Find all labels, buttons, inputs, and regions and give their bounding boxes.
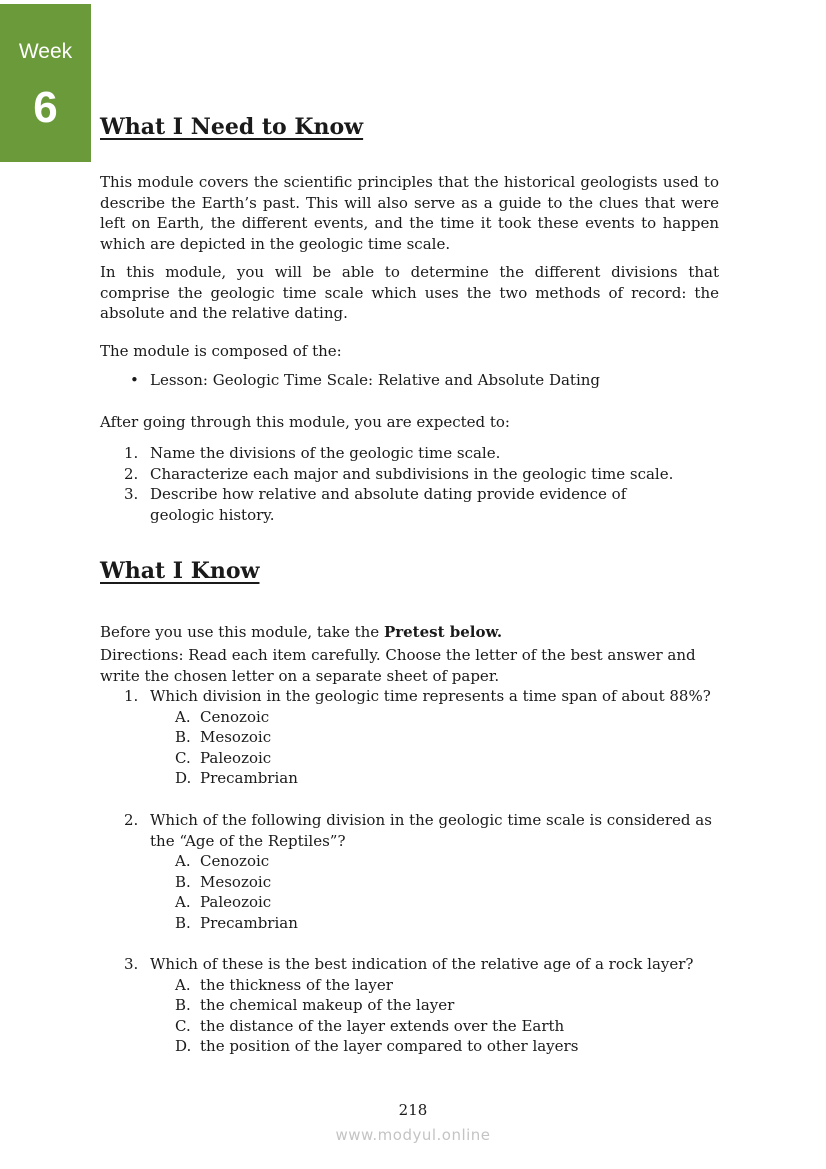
choice-item: B. Mesozoic: [175, 728, 272, 747]
watermark: www.modyul.online: [335, 1126, 491, 1144]
composed-intro: The module is composed of the:: [100, 342, 342, 360]
choice-list: [100, 851, 719, 933]
choice-list: [100, 707, 719, 789]
choice-list: [100, 975, 719, 1057]
lesson-list: [100, 370, 600, 391]
choice-item: A. Cenozoic: [175, 707, 270, 726]
choice-item: B. the chemical makeup of the layer: [175, 996, 455, 1015]
week-label: Week: [18, 40, 73, 63]
section-title-what-i-need-to-know: What I Need to Know: [100, 114, 364, 140]
section-title-what-i-know: What I Know: [100, 558, 260, 584]
choice-item: A. Cenozoic: [175, 852, 270, 871]
choice-item: C. Paleozoic: [175, 748, 272, 767]
week-number: 6: [33, 83, 58, 132]
choice-item: A. the thickness of the layer: [175, 975, 393, 994]
choice-item: B. Precambrian: [175, 913, 298, 932]
page-number: 218: [398, 1101, 428, 1119]
pretest-instruction: Before you use this module, take the Pretest below.: [100, 623, 503, 641]
choice-item: D. Precambrian: [175, 769, 298, 788]
choice-item: C. the distance of the layer extends over the Earth: [175, 1016, 565, 1035]
objectives-list: [100, 443, 719, 525]
objective-item: 1. Name the divisions of the geologic time scale.: [124, 444, 501, 462]
objective-item: 2. Characterize each major and subdivisions in the geologic time scale.: [124, 464, 674, 483]
question-stem: 3. Which of these is the best indication of the relative age of a rock layer?: [124, 955, 694, 973]
lesson-item: • Lesson: Geologic Time Scale: Relative and Absolute Dating: [100, 370, 600, 391]
choice-item: B. Mesozoic: [175, 872, 272, 891]
choice-item: D. the position of the layer compared to other layers: [175, 1037, 579, 1056]
directions: Directions: Read each item carefully. Choose the letter of the best answer and write the chosen letter on a separate sheet of paper.: [100, 646, 696, 685]
pretest-label: Pretest: [383, 623, 445, 641]
intro-paragraph: This module covers the scientific principles that the historical geologists used to describe the Earth’s past. This will also serve as a guide to the clues that were left on Earth, the different events, and the time it took these events to happen which are depicted in the geologic time scale.: [100, 173, 719, 253]
question-3: [100, 954, 719, 1057]
question-2: [100, 810, 719, 934]
question-stem: 2. Which of the following division in the geologic time scale is considered as the “Age of the Reptiles”?: [124, 811, 712, 850]
choice-item: A. Paleozoic: [175, 893, 272, 912]
objective-item: 3. Describe how relative and absolute dating provide evidence of geologic history.: [124, 485, 627, 524]
expected-intro: After going through this module, you are expected to:: [100, 413, 510, 431]
divisions-paragraph: In this module, you will be able to determine the different divisions that comprise the geologic time scale which uses the two methods of record: the absolute and the relative dating.: [100, 263, 719, 323]
week-tab: [0, 4, 91, 162]
question-1: [100, 686, 719, 789]
question-stem: 1. Which division in the geologic time represents a time span of about 88%?: [124, 687, 711, 705]
